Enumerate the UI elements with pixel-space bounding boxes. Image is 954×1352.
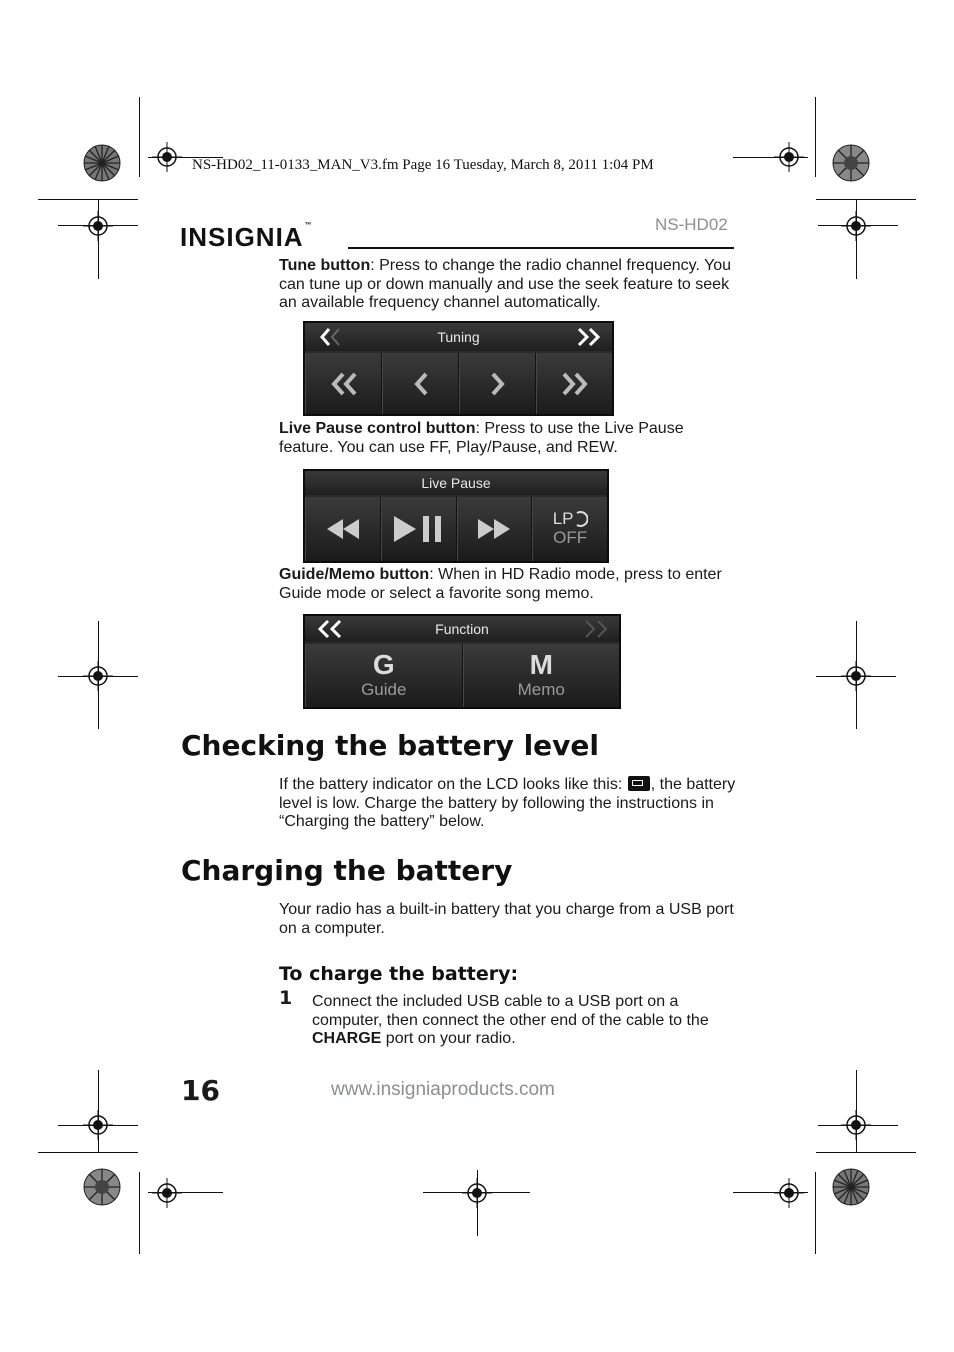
registration-target-icon xyxy=(774,1178,804,1208)
tuning-title-bar xyxy=(305,323,612,351)
live-pause-buttons xyxy=(305,497,607,561)
starburst-icon xyxy=(83,144,121,182)
heading-charging-battery: Charging the battery xyxy=(181,854,513,887)
tuning-screen xyxy=(303,321,614,416)
guide-letter: G xyxy=(372,648,395,680)
guide-label: Guide xyxy=(361,679,407,699)
rewind-button[interactable] xyxy=(305,497,381,561)
live-pause-title: Live Pause xyxy=(421,475,491,491)
guide-memo-term: Guide/Memo button xyxy=(279,566,430,583)
play-pause-icon xyxy=(390,513,448,545)
live-pause-description xyxy=(279,420,739,457)
guide-memo-text: : When in HD Radio mode, press to enter Guide mode or select a favorite song memo. xyxy=(279,566,722,602)
tune-text: : Press to change the radio channel frequency. You can tune up or down manually and use the seek feature to seek an available frequency channel automatically. xyxy=(279,257,732,311)
function-buttons xyxy=(305,644,619,707)
starburst-icon xyxy=(832,1168,870,1206)
crop-line xyxy=(139,97,140,177)
lp-label-row xyxy=(553,510,588,528)
lp-label: LP xyxy=(552,509,574,528)
starburst-icon xyxy=(832,144,870,182)
tuning-title: Tuning xyxy=(437,329,480,345)
crop-line xyxy=(815,97,816,177)
crop-line xyxy=(139,1172,140,1254)
step-text-before: Connect the included USB cable to a USB port on a computer, then connect the other end of the cable to the xyxy=(312,993,709,1029)
header-rule xyxy=(348,247,734,249)
tuning-buttons xyxy=(305,353,612,414)
live-pause-screen xyxy=(303,469,609,563)
logo-text: INSIGNIA xyxy=(180,222,304,252)
charging-paragraph: Your radio has a built-in battery that you charge from a USB port on a computer. xyxy=(279,901,734,937)
play-pause-button[interactable] xyxy=(381,497,457,561)
registration-target-icon xyxy=(152,142,182,172)
function-title: Function xyxy=(435,621,489,637)
step-text-after: port on your radio. xyxy=(381,1030,516,1047)
seek-down-button[interactable] xyxy=(305,353,382,414)
registration-target-icon xyxy=(841,661,871,691)
tune-term: Tune button xyxy=(279,257,371,274)
model-number: NS-HD02 xyxy=(655,215,728,234)
live-pause-term: Live Pause control button xyxy=(279,420,476,437)
fast-forward-icon xyxy=(474,515,514,543)
double-chevron-right-icon[interactable] xyxy=(574,325,604,349)
registration-target-icon xyxy=(462,1178,492,1208)
subheading-to-charge: To charge the battery: xyxy=(279,963,519,985)
charge-port-label: CHARGE xyxy=(312,1030,382,1047)
step-number: 1 xyxy=(279,987,293,1009)
live-pause-text: : Press to use the Live Pause feature. You can use FF, Play/Pause, and REW. xyxy=(279,420,684,456)
battery-level-text-1: If the battery indicator on the LCD looks like this: xyxy=(279,776,627,793)
battery-level-paragraph xyxy=(279,776,739,832)
battery-level-text-2: , the battery level is low. Charge the battery by following the instructions in “Charging the battery” below. xyxy=(279,776,736,830)
off-label: OFF xyxy=(553,528,588,547)
live-pause-title-bar xyxy=(305,471,607,495)
registration-target-icon xyxy=(152,1178,182,1208)
website-url[interactable]: www.insigniaproducts.com xyxy=(331,1079,555,1100)
starburst-icon xyxy=(83,1168,121,1206)
seek-up-button[interactable] xyxy=(536,353,612,414)
guide-memo-description xyxy=(279,566,739,603)
tune-down-button[interactable] xyxy=(382,353,459,414)
crop-line xyxy=(38,199,138,200)
crop-line xyxy=(815,1172,816,1254)
crop-line xyxy=(816,199,916,200)
heading-checking-battery-level: Checking the battery level xyxy=(181,729,600,762)
registration-target-icon xyxy=(83,661,113,691)
page-number: 16 xyxy=(181,1074,220,1107)
function-screen xyxy=(303,614,621,709)
memo-label: Memo xyxy=(517,679,565,699)
registration-target-icon xyxy=(83,211,113,241)
print-slug-line: NS-HD02_11-0133_MAN_V3.fm Page 16 Tuesday, March 8, 2011 1:04 PM xyxy=(192,157,654,173)
guide-button[interactable] xyxy=(305,644,463,707)
double-chevron-left-icon xyxy=(329,370,359,398)
power-arc-icon xyxy=(574,510,588,528)
crop-line xyxy=(38,1152,138,1153)
memo-letter: M xyxy=(529,648,553,680)
step-1-text xyxy=(312,993,732,1049)
function-title-bar xyxy=(305,616,619,642)
double-chevron-right-icon xyxy=(581,618,611,640)
low-battery-icon xyxy=(628,776,650,791)
insignia-logo xyxy=(180,222,313,253)
registration-target-icon xyxy=(841,1110,871,1140)
fast-forward-button[interactable] xyxy=(457,497,533,561)
chevron-left-icon[interactable] xyxy=(317,325,343,349)
double-chevron-left-icon[interactable] xyxy=(315,618,345,640)
registration-target-icon xyxy=(841,211,871,241)
registration-target-icon xyxy=(774,142,804,172)
crop-line xyxy=(816,1152,916,1153)
double-chevron-right-icon xyxy=(560,370,590,398)
live-pause-toggle-button[interactable] xyxy=(532,497,607,561)
trademark-mark: ™ xyxy=(304,222,313,229)
registration-target-icon xyxy=(83,1110,113,1140)
memo-button[interactable] xyxy=(463,644,620,707)
rewind-icon xyxy=(323,515,363,543)
chevron-right-icon xyxy=(487,370,509,398)
chevron-left-icon xyxy=(410,370,432,398)
tune-description xyxy=(279,257,739,313)
tune-up-button[interactable] xyxy=(459,353,536,414)
